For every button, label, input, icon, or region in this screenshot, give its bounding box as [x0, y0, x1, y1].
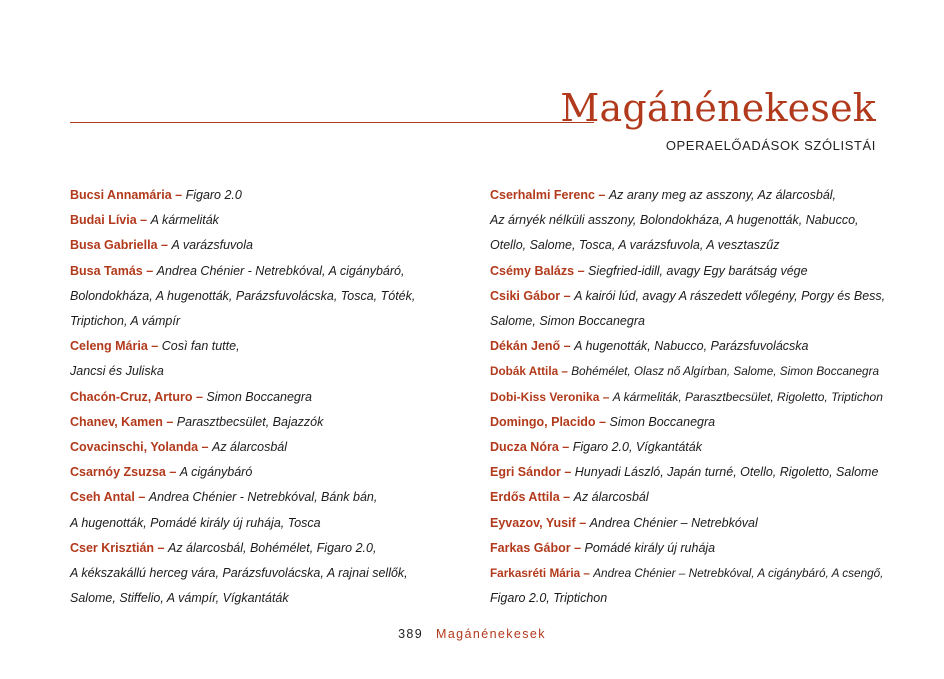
footer-section-title: Magánénekesek: [436, 627, 546, 641]
performance-list: Az álarcosbál: [211, 440, 288, 455]
singer-entry: [490, 536, 885, 561]
performance-list: Bolondokháza, A hugenották, Parázsfuvolácska, Tosca, Tóték,: [70, 288, 416, 303]
name-separator: –: [574, 540, 582, 555]
singer-name: Domingo, Placido: [490, 414, 596, 429]
name-separator: –: [151, 339, 159, 354]
performance-list: Andrea Chénier - Netrebkóval, Bánk bán,: [148, 490, 378, 505]
name-separator: –: [577, 263, 585, 278]
singer-name: Cseh Antal: [70, 490, 135, 505]
singer-entry: [70, 410, 450, 435]
singer-entry: [70, 460, 450, 485]
page-subtitle: OPERAELŐADÁSOK SZÓLISTÁI: [665, 138, 876, 153]
name-separator: –: [602, 389, 610, 404]
performance-list: Simon Boccanegra: [206, 389, 312, 404]
singer-entry: [490, 485, 885, 510]
singer-name: Csiki Gábor: [490, 288, 561, 303]
singer-name: Farkasréti Mária: [490, 567, 581, 581]
singer-entry-continuation: [70, 511, 450, 536]
singer-entry: [490, 385, 885, 410]
performance-list: Triptichon, A vámpír: [70, 314, 180, 329]
singer-entry-continuation: [490, 208, 885, 233]
name-separator: –: [563, 288, 571, 303]
name-separator: –: [561, 365, 568, 379]
singer-entry: [70, 334, 450, 359]
singer-entry: [490, 183, 885, 208]
name-separator: –: [583, 567, 590, 581]
performance-list: A kármeliták: [150, 213, 219, 228]
performance-list: A hugenották, Pomádé király új ruhája, Tosca: [70, 515, 321, 530]
page-number: 389: [398, 627, 424, 641]
singer-entry-continuation: [490, 233, 885, 258]
performance-list: Az álarcosbál: [573, 490, 649, 505]
name-separator: –: [161, 238, 168, 253]
name-separator: –: [195, 389, 203, 404]
singer-entry: [490, 435, 885, 460]
singer-list-left: [70, 183, 450, 611]
singer-entry: [70, 435, 450, 460]
singer-entry-continuation: [490, 309, 885, 334]
singer-entry: [70, 233, 450, 258]
singer-entry: [490, 259, 885, 284]
performance-list: Az álarcosbál, Bohémélet, Figaro 2.0,: [167, 540, 377, 555]
name-separator: –: [157, 540, 165, 555]
singer-name: Dékán Jenő: [490, 339, 561, 354]
name-separator: –: [562, 440, 570, 455]
singer-entry: [70, 485, 450, 510]
singer-name: Erdős Attila: [490, 490, 560, 505]
singer-entry: [490, 359, 885, 384]
singer-entry-continuation: [70, 359, 450, 384]
singer-entry: [70, 385, 450, 410]
performance-list: Figaro 2.0, Triptichon: [490, 591, 608, 606]
performance-list: Hunyadi László, Japán turné, Otello, Rigoletto, Salome: [574, 465, 879, 480]
singer-list-right: [490, 183, 885, 611]
page-footer: [0, 627, 944, 641]
singer-name: Csémy Balázs: [490, 263, 575, 278]
performance-list: Siegfried-idill, avagy Egy barátság vége: [588, 263, 808, 278]
name-separator: –: [599, 414, 606, 429]
name-separator: –: [140, 213, 148, 228]
performance-list: Salome, Stiffelio, A vámpír, Vígkantáták: [70, 591, 289, 606]
singer-name: Busa Tamás: [70, 263, 143, 278]
performance-list: A kairói lúd, avagy A rászedett vőlegény, Porgy és Bess,: [574, 288, 886, 303]
singer-entry: [490, 284, 885, 309]
page-title: Magánénekesek: [560, 86, 876, 130]
singer-name: Bucsi Annamária: [70, 188, 172, 202]
singer-entry-continuation: [70, 561, 450, 586]
singer-name: Ducza Nóra: [490, 440, 559, 455]
singer-entry-continuation: [490, 586, 885, 611]
singer-entry: [70, 536, 450, 561]
singer-name: Covacinschi, Yolanda: [70, 440, 199, 455]
performance-list: Az arany meg az asszony, Az álarcosbál,: [608, 188, 837, 202]
name-separator: –: [166, 414, 174, 429]
title-rule: [70, 122, 594, 123]
performance-list: Simon Boccanegra: [609, 414, 716, 429]
singer-name: Csarnóy Zsuzsa: [70, 465, 166, 480]
singer-entry: [70, 259, 450, 284]
name-separator: –: [564, 465, 572, 480]
performance-list: A kármeliták, Parasztbecsület, Rigoletto, Triptichon: [612, 389, 883, 404]
singer-name: Cserhalmi Ferenc: [490, 188, 595, 202]
singer-name: Dobák Attila: [490, 365, 559, 379]
singer-entry: [70, 183, 450, 208]
name-separator: –: [579, 515, 587, 530]
singer-name: Chanev, Kamen: [70, 414, 163, 429]
singer-entry: [490, 561, 885, 586]
name-separator: –: [138, 490, 146, 505]
performance-list: Parasztbecsület, Bajazzók: [176, 414, 324, 429]
name-separator: –: [169, 465, 177, 480]
singer-name: Busa Gabriella: [70, 238, 158, 253]
singer-entry: [490, 334, 885, 359]
performance-list: Az árnyék nélküli asszony, Bolondokháza, A hugenották, Nabucco,: [490, 213, 859, 228]
performance-list: Andrea Chénier – Netrebkóval, A cigánybáró, A csengő,: [593, 567, 884, 581]
singer-name: Budai Lívia: [70, 213, 137, 228]
singer-name: Cser Krisztián: [70, 540, 155, 555]
singer-entry: [490, 460, 885, 485]
name-separator: –: [598, 188, 606, 202]
performance-list: Figaro 2.0: [185, 188, 242, 202]
singer-entry: [70, 208, 450, 233]
singer-name: Farkas Gábor: [490, 540, 571, 555]
singer-name: Dobi-Kiss Veronika: [490, 389, 600, 404]
performance-list: A varázsfuvola: [171, 238, 253, 253]
name-separator: –: [175, 188, 183, 202]
singer-name: Celeng Mária: [70, 339, 148, 354]
name-separator: –: [563, 339, 571, 354]
performance-list: Pomádé király új ruhája: [584, 540, 716, 555]
performance-list: A cigánybáró: [179, 465, 253, 480]
performance-list: Andrea Chénier – Netrebkóval: [589, 515, 758, 530]
name-separator: –: [146, 263, 154, 278]
singer-entry-continuation: [70, 309, 450, 334]
performance-list: Otello, Salome, Tosca, A varázsfuvola, A vesztaszűz: [490, 238, 780, 253]
performance-list: Andrea Chénier - Netrebkóval, A cigánybáró,: [156, 263, 405, 278]
performance-list: Così fan tutte,: [161, 339, 240, 354]
performance-list: A hugenották, Nabucco, Parázsfuvolácska: [574, 339, 809, 354]
performance-list: Bohémélet, Olasz nő Algírban, Salome, Simon Boccanegra: [571, 365, 880, 379]
name-separator: –: [563, 490, 571, 505]
singer-entry-continuation: [70, 284, 450, 309]
name-separator: –: [201, 440, 209, 455]
performance-list: A kékszakállú herceg vára, Parázsfuvolácska, A rajnai sellők,: [70, 566, 408, 581]
singer-name: Chacón-Cruz, Arturo: [70, 389, 193, 404]
singer-name: Eyvazov, Yusif: [490, 515, 576, 530]
singer-name: Egri Sándor: [490, 465, 561, 480]
performance-list: Jancsi és Juliska: [70, 364, 164, 379]
performance-list: Figaro 2.0, Vígkantáták: [572, 440, 702, 455]
singer-entry-continuation: [70, 586, 450, 611]
singer-entry: [490, 410, 885, 435]
singer-entry: [490, 511, 885, 536]
performance-list: Salome, Simon Boccanegra: [490, 314, 645, 329]
